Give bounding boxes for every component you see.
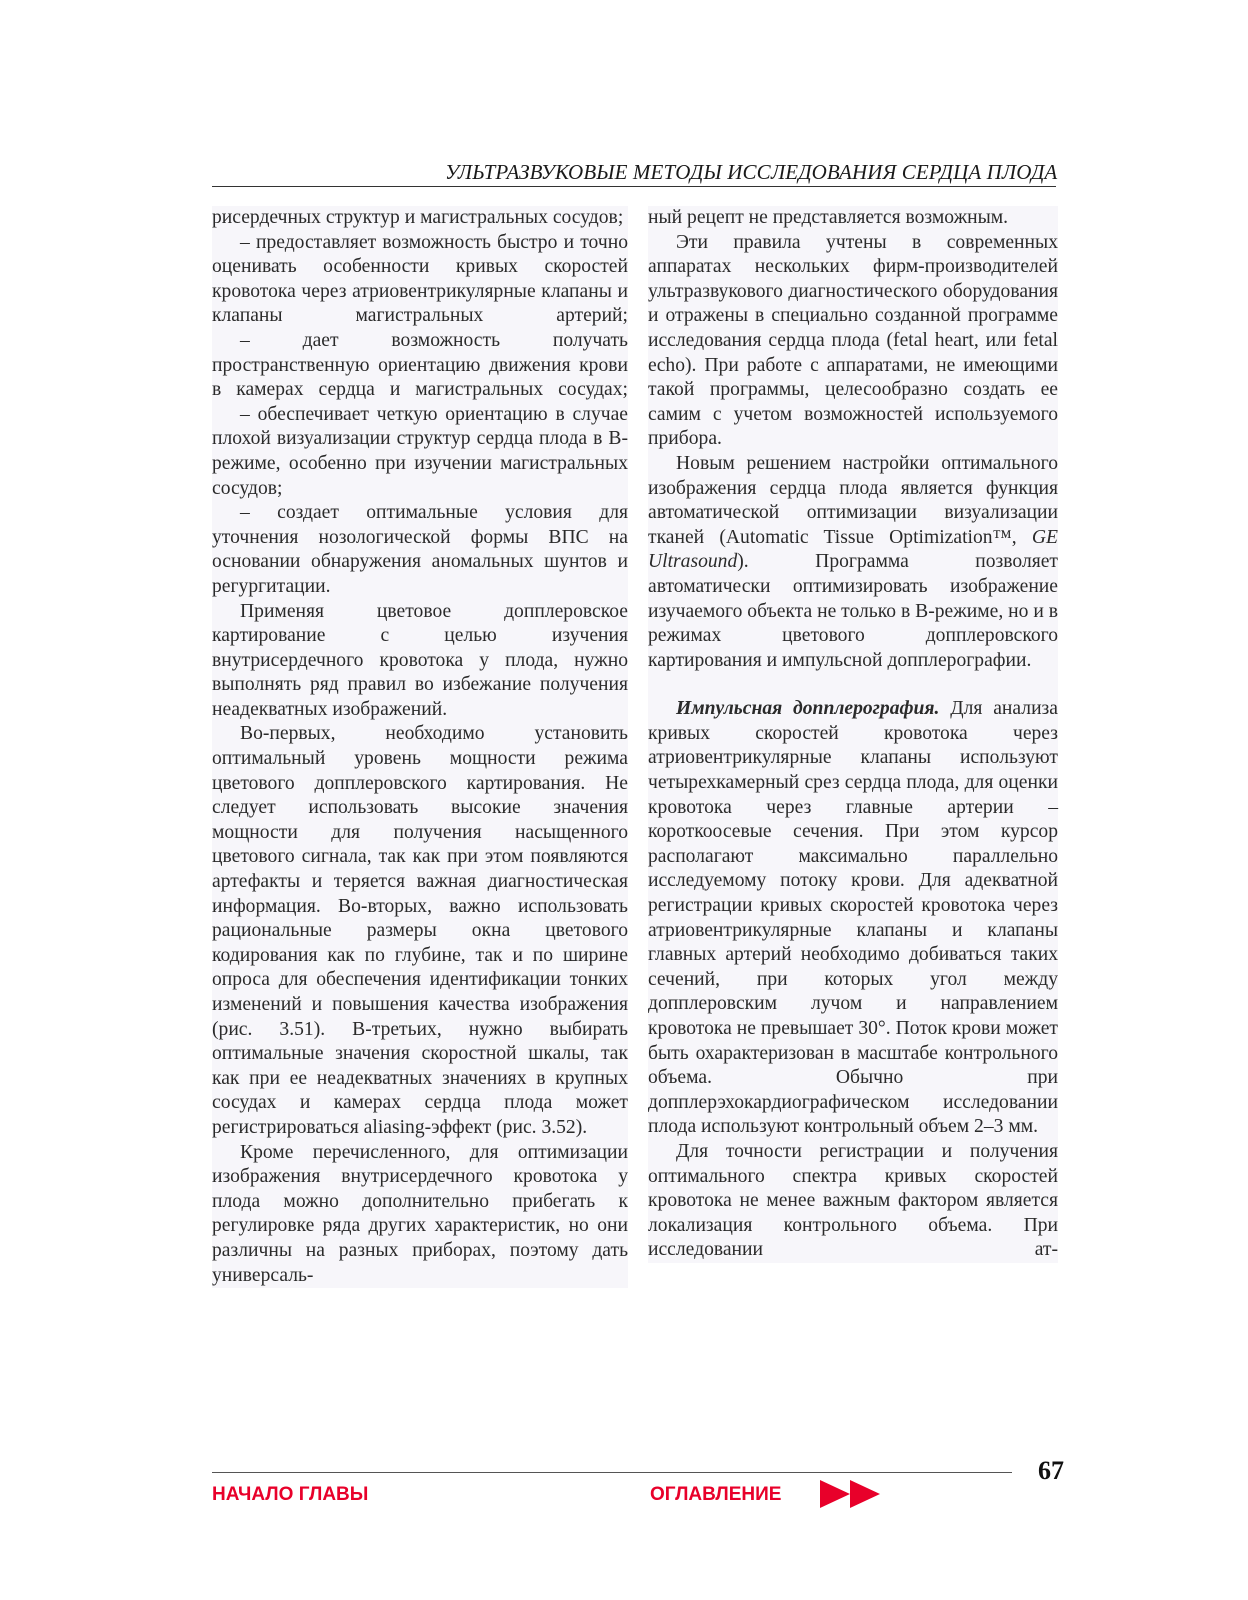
section-heading: Импульсная допплерография. [676, 698, 940, 720]
paragraph: рисердечных структур и магистральных сосудов; [212, 207, 624, 228]
paragraph-text: Для анализа кривых скоростей кровотока через атриовентрикулярные клапаны используют четырехкамерный срез сердца плода, для оценки кровотока через главные артерии – короткоосевые сечения. При этом курсор располагают максимально параллельно исследуемому потоку крови. Для адекватной регистрации кривых скоростей кровотока через атриовентрикулярные клапаны и клапаны главных артерий необходимо добиваться таких сечений, при которых угол между допплеровским лучом и направлением кровотока не превышает 30°. Поток крови может быть охарактеризован в масштабе контрольного объема. Обычно при допплерэхокардиографическом исследовании плода используют контрольный объем 2–3 мм. [648, 698, 1058, 1138]
paragraph: ный рецепт не представляется возможным. [648, 207, 1009, 228]
paragraph: Во-первых, необходимо установить оптимальный уровень мощности режима цветового допплеровского картирования. Не следует использовать высокие значения мощности для получения насыщенного цветового сигнала, так как при этом появляются артефакты и теряется важная диагностическая информация. Во-вторых, важно использовать рациональные размеры окна цветового кодирования как по глубине, так и по ширине опроса для обеспечения идентификации тонких изменений и повышения качества изображения (рис. 3.51). В-третьих, нужно выбирать оптимальные значения скоростной шкалы, так как при ее неадекватных значениях в крупных сосудах и камерах сердца плода может регистрироваться aliasing-эффект (рис. 3.52). [212, 723, 628, 1138]
paragraph: Применяя цветовое допплеровское картирование с целью изучения внутрисердечного кровотока у плода, нужно выполнять ряд правил во избежание получения неадекватных изображений. [212, 600, 628, 720]
paragraph: Кроме перечисленного, для оптимизации изображения внутрисердечного кровотока у плода можно дополнительно прибегать к регулировке ряда других характеристик, но они различны на разных приборах, поэтому дать универсаль- [212, 1141, 628, 1286]
paragraph-text: Новым решением настройки оптимального изображения сердца плода является функция автоматической оптимизации визуализации тканей (Automatic Tissue Optimization™, [648, 452, 1058, 548]
double-arrow-right-icon[interactable] [820, 1478, 882, 1510]
list-item: – предоставляет возможность быстро и точно оценивать особенности кривых скоростей кровотока через атриовентрикулярные клапаны и клапаны магистральных артерий; [212, 231, 628, 327]
list-item: – создает оптимальные условия для уточнения нозологической формы ВПС на основании обнаружения аномальных шунтов и регургитации. [212, 502, 628, 597]
contents-link[interactable]: ОГЛАВЛЕНИЕ [650, 1484, 782, 1505]
chapter-start-link[interactable]: НАЧАЛО ГЛАВЫ [212, 1484, 369, 1505]
right-column [648, 206, 1058, 1263]
brand-name: GE Ultrasound [648, 526, 1058, 573]
page-number: 67 [1038, 1456, 1064, 1485]
footer-divider [212, 1472, 1012, 1473]
list-item: – дает возможность получать пространственную ориентацию движения крови в камерах сердца и магистральных сосудах; [212, 329, 628, 401]
paragraph: Для точности регистрации и получения оптимального спектра кривых скоростей кровотока не менее важным фактором является локализация контрольного объема. При исследовании ат- [648, 1140, 1058, 1261]
paragraph-text: ). Программа позволяет автоматически оптимизировать изображение изучаемого объекта не только в В-режиме, но и в режимах цветового допплеровского картирования и импульсной допплерографии. [648, 551, 1058, 671]
left-column [212, 206, 628, 1288]
running-header: УЛЬТРАЗВУКОВЫЕ МЕТОДЫ ИССЛЕДОВАНИЯ СЕРДЦА ПЛОДА [445, 160, 1058, 184]
header-divider [212, 186, 1056, 187]
paragraph [648, 452, 1058, 673]
list-item: – обеспечивает четкую ориентацию в случае плохой визуализации структур сердца плода в В-режиме, особенно при изучении магистральных сосудов; [212, 403, 628, 499]
paragraph: Эти правила учтены в современных аппаратах нескольких фирм-производителей ультразвукового диагностического оборудования и отражены в специально созданной программе исследования сердца плода (fetal heart, или fetal echo). При работе с аппаратами, не имеющими такой программы, целесообразно создать ее самим с учетом возможностей используемого прибора. [648, 231, 1058, 450]
section-paragraph [648, 697, 1058, 1140]
